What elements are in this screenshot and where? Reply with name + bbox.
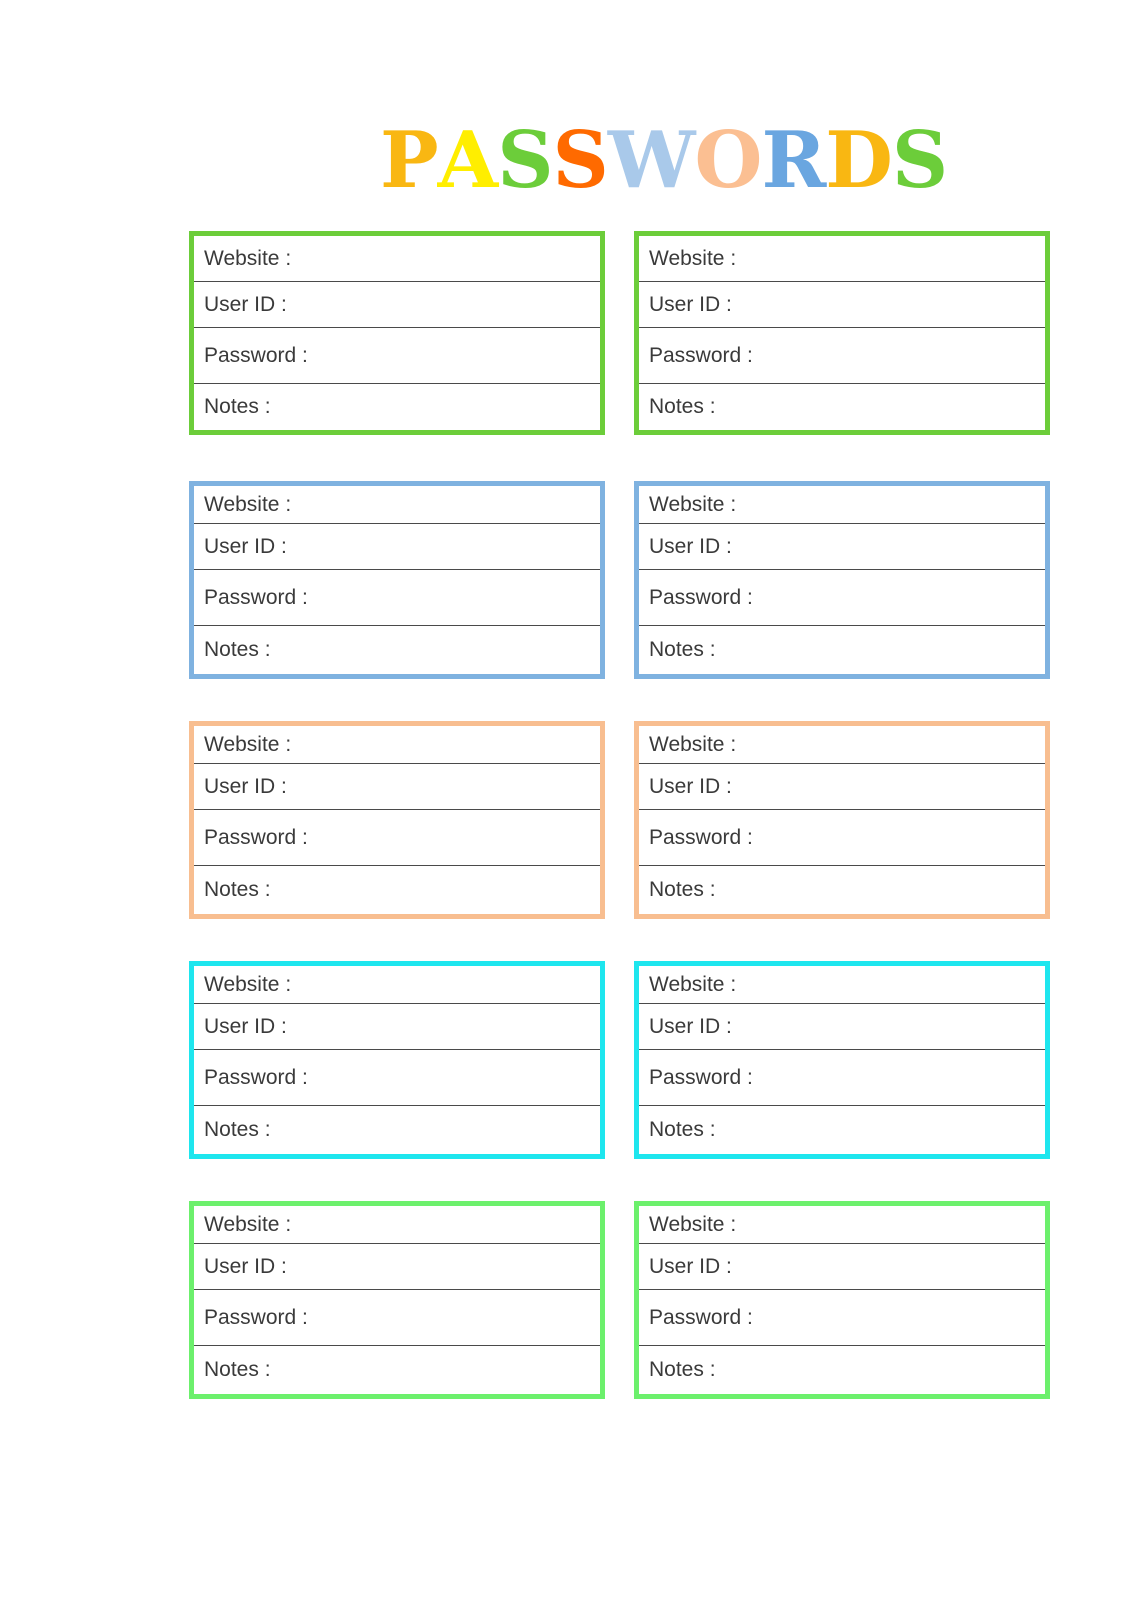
user-id-field[interactable] xyxy=(639,1244,1045,1290)
notes-field[interactable] xyxy=(194,1106,600,1154)
notes-field[interactable] xyxy=(194,866,600,914)
notes-field[interactable] xyxy=(639,384,1045,430)
website-field[interactable] xyxy=(194,236,600,282)
password-card xyxy=(189,481,605,679)
website-field[interactable] xyxy=(639,726,1045,764)
password-label: Password : xyxy=(649,1065,753,1089)
password-field[interactable] xyxy=(639,328,1045,384)
notes-field[interactable] xyxy=(194,626,600,674)
user-id-field[interactable] xyxy=(194,282,600,328)
user-id-label: User ID : xyxy=(204,774,287,798)
password-label: Password : xyxy=(204,343,308,367)
password-card xyxy=(189,1201,605,1399)
title-letter: A xyxy=(437,115,498,206)
password-label: Password : xyxy=(204,1305,308,1329)
notes-label: Notes : xyxy=(649,1358,716,1381)
password-field[interactable] xyxy=(194,570,600,626)
title-letter: S xyxy=(891,115,948,206)
notes-field[interactable] xyxy=(639,866,1045,914)
password-card xyxy=(634,1201,1050,1399)
title-letter: D xyxy=(825,115,892,206)
password-card xyxy=(634,961,1050,1159)
notes-label: Notes : xyxy=(649,1118,716,1141)
user-id-label: User ID : xyxy=(649,774,732,798)
password-card xyxy=(634,721,1050,919)
notes-field[interactable] xyxy=(639,626,1045,674)
notes-field[interactable] xyxy=(639,1346,1045,1394)
notes-field[interactable] xyxy=(639,1106,1045,1154)
website-field[interactable] xyxy=(639,966,1045,1004)
password-card xyxy=(189,231,605,435)
password-field[interactable] xyxy=(639,810,1045,866)
title-letter: S xyxy=(497,115,553,206)
website-label: Website : xyxy=(204,1212,292,1236)
title-letter: P xyxy=(380,115,438,206)
password-field[interactable] xyxy=(639,1050,1045,1106)
notes-field[interactable] xyxy=(194,384,600,430)
website-field[interactable] xyxy=(194,726,600,764)
website-field[interactable] xyxy=(639,1206,1045,1244)
page-title xyxy=(380,115,948,206)
notes-label: Notes : xyxy=(204,1118,271,1141)
notes-label: Notes : xyxy=(204,638,271,661)
website-field[interactable] xyxy=(194,966,600,1004)
website-field[interactable] xyxy=(639,486,1045,524)
website-label: Website : xyxy=(649,492,737,516)
password-field[interactable] xyxy=(194,328,600,384)
website-label: Website : xyxy=(204,246,292,270)
password-label: Password : xyxy=(204,825,308,849)
website-label: Website : xyxy=(649,246,737,270)
password-label: Password : xyxy=(649,1305,753,1329)
user-id-field[interactable] xyxy=(639,282,1045,328)
user-id-field[interactable] xyxy=(194,1004,600,1050)
notes-label: Notes : xyxy=(204,1358,271,1381)
title-letter: R xyxy=(761,115,826,206)
password-field[interactable] xyxy=(194,810,600,866)
password-label: Password : xyxy=(649,585,753,609)
password-field[interactable] xyxy=(194,1290,600,1346)
password-field[interactable] xyxy=(194,1050,600,1106)
user-id-field[interactable] xyxy=(639,764,1045,810)
notes-label: Notes : xyxy=(649,878,716,901)
website-label: Website : xyxy=(204,492,292,516)
user-id-field[interactable] xyxy=(639,1004,1045,1050)
user-id-label: User ID : xyxy=(204,1254,287,1278)
password-card xyxy=(634,231,1050,435)
password-label: Password : xyxy=(649,825,753,849)
website-field[interactable] xyxy=(639,236,1045,282)
user-id-label: User ID : xyxy=(649,534,732,558)
title-letter: S xyxy=(552,115,608,206)
user-id-label: User ID : xyxy=(649,1014,732,1038)
user-id-label: User ID : xyxy=(204,1014,287,1038)
website-label: Website : xyxy=(649,1212,737,1236)
website-field[interactable] xyxy=(194,1206,600,1244)
notes-label: Notes : xyxy=(204,878,271,901)
title-letter: O xyxy=(694,115,762,206)
user-id-label: User ID : xyxy=(204,534,287,558)
user-id-field[interactable] xyxy=(194,524,600,570)
website-field[interactable] xyxy=(194,486,600,524)
user-id-label: User ID : xyxy=(204,292,287,316)
website-label: Website : xyxy=(204,972,292,996)
password-card xyxy=(189,961,605,1159)
password-label: Password : xyxy=(204,585,308,609)
notes-label: Notes : xyxy=(204,395,271,418)
notes-label: Notes : xyxy=(649,395,716,418)
user-id-field[interactable] xyxy=(194,764,600,810)
notes-field[interactable] xyxy=(194,1346,600,1394)
password-field[interactable] xyxy=(639,1290,1045,1346)
notes-label: Notes : xyxy=(649,638,716,661)
user-id-field[interactable] xyxy=(639,524,1045,570)
user-id-label: User ID : xyxy=(649,292,732,316)
website-label: Website : xyxy=(649,732,737,756)
password-card xyxy=(634,481,1050,679)
website-label: Website : xyxy=(649,972,737,996)
user-id-field[interactable] xyxy=(194,1244,600,1290)
password-label: Password : xyxy=(204,1065,308,1089)
password-label: Password : xyxy=(649,343,753,367)
user-id-label: User ID : xyxy=(649,1254,732,1278)
password-card xyxy=(189,721,605,919)
title-letter: W xyxy=(607,115,695,206)
website-label: Website : xyxy=(204,732,292,756)
password-field[interactable] xyxy=(639,570,1045,626)
